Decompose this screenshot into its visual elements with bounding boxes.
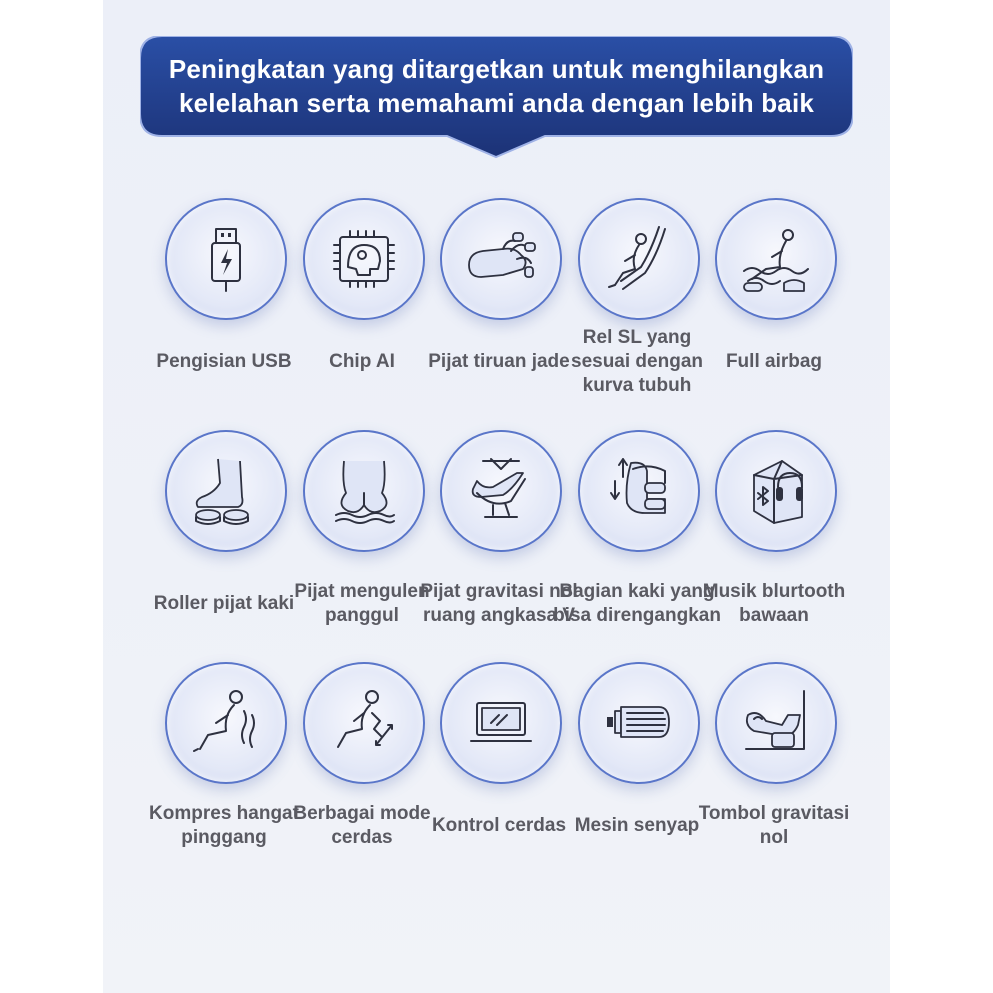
hip-kneading-icon (326, 453, 402, 529)
feature-icon-circle (165, 198, 287, 320)
banner-title-line-1: Peningkatan yang ditargetkan untuk menghilangkan (168, 54, 825, 84)
feature-icon-circle (578, 198, 700, 320)
feature-label: Pengisian USB (156, 351, 292, 372)
jade-hand-icon (463, 221, 539, 297)
feature-label: Full airbag (725, 351, 823, 372)
extendable-leg-icon (601, 453, 677, 529)
feature-label: Rel SL yang sesuai dengan kurva tubuh (571, 327, 703, 396)
feature-label: Roller pijat kaki (153, 593, 295, 614)
feature-label: Chip AI (329, 351, 395, 372)
feature-icon-circle (303, 662, 425, 784)
feature-icon-circle (715, 198, 837, 320)
title-banner (140, 36, 853, 161)
usb-charging-icon (188, 221, 264, 297)
bluetooth-speaker-icon (738, 453, 814, 529)
feature-icon-circle (303, 430, 425, 552)
feature-label: Pijat gravitasi nol ruang angkasa V (420, 581, 578, 626)
zero-gravity-chair-icon (463, 453, 539, 529)
feature-icon-circle (440, 430, 562, 552)
feature-icon-circle (578, 430, 700, 552)
feature-icon-circle (578, 662, 700, 784)
feature-label: Musik blurtooth bawaan (702, 581, 846, 626)
feature-label: Pijat mengulen panggul (294, 581, 430, 626)
feature-label: Mesin senyap (574, 815, 700, 836)
feature-label: Berbagai mode cerdas (293, 803, 431, 848)
feature-icon-circle (715, 662, 837, 784)
airbag-icon (738, 221, 814, 297)
waist-heat-icon (188, 685, 264, 761)
sl-rail-icon (601, 221, 677, 297)
feature-label: Pijat tiruan jade (428, 351, 570, 372)
smart-control-icon (463, 685, 539, 761)
feature-icon-circle (440, 662, 562, 784)
feature-icon-circle (165, 430, 287, 552)
feature-icon-circle (715, 430, 837, 552)
silent-motor-icon (601, 685, 677, 761)
ai-chip-icon (326, 221, 402, 297)
smart-modes-icon (326, 685, 402, 761)
feature-label: Kontrol cerdas (431, 815, 567, 836)
zero-gravity-button-icon (738, 685, 814, 761)
banner-title-line-2: kelelahan serta memahami anda dengan lebih baik (178, 88, 815, 118)
feature-label: Kompres hangat pinggang (149, 803, 299, 848)
feature-icon-circle (165, 662, 287, 784)
banner-title (140, 36, 853, 136)
feature-label: Bagian kaki yang bisa direngangkan (553, 581, 721, 626)
foot-roller-icon (188, 453, 264, 529)
feature-icon-circle (440, 198, 562, 320)
feature-label: Tombol gravitasi nol (698, 803, 850, 848)
feature-icon-circle (303, 198, 425, 320)
